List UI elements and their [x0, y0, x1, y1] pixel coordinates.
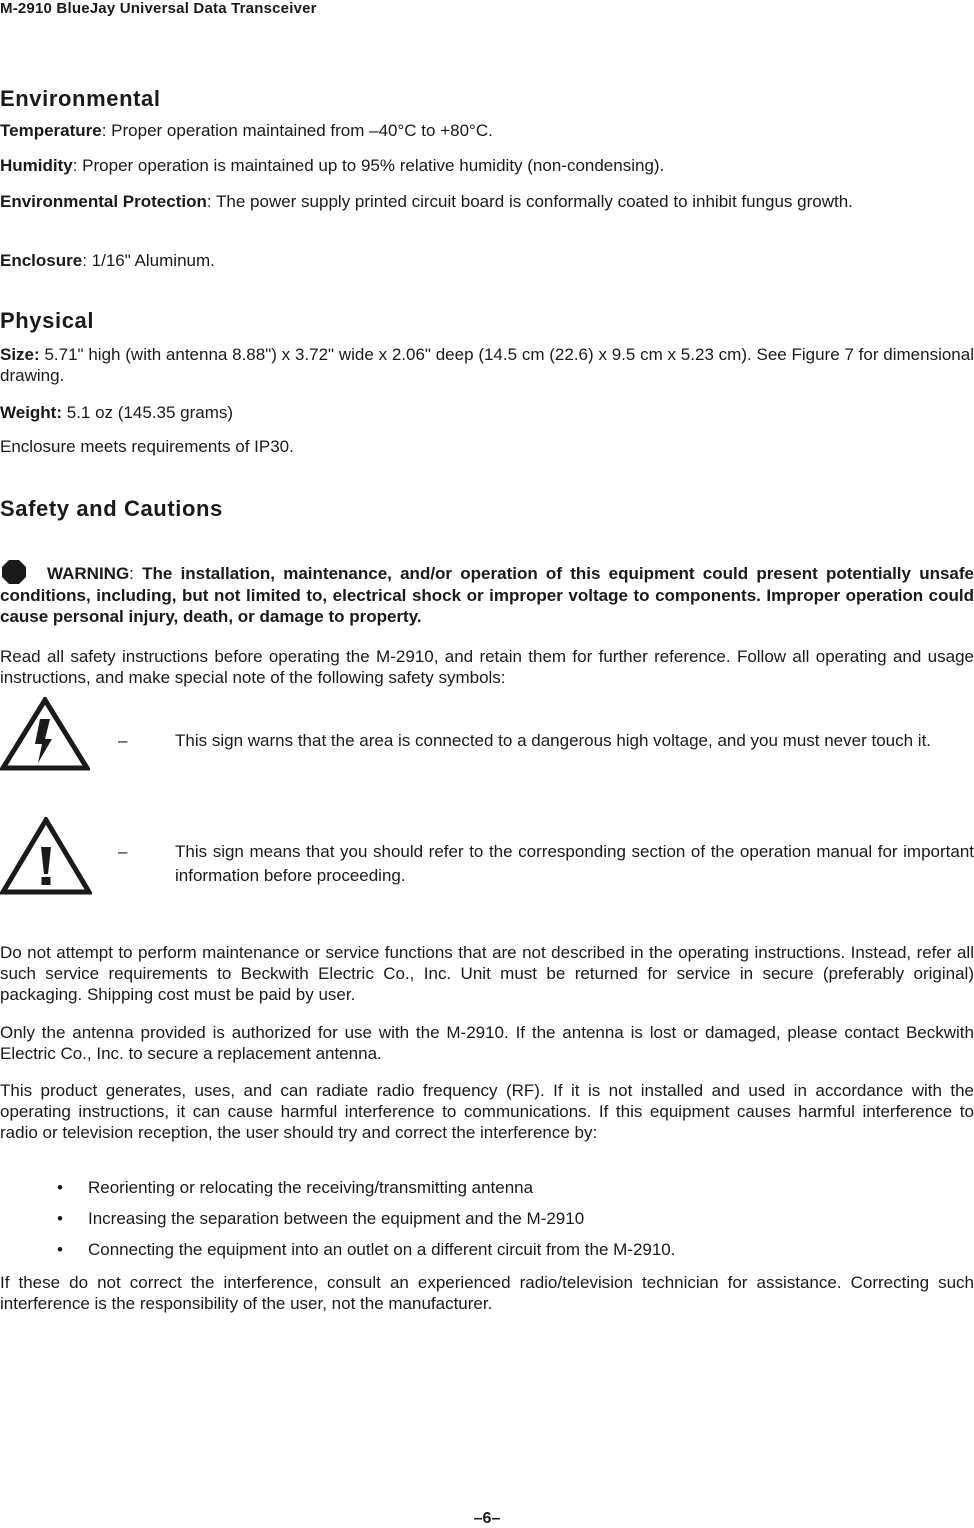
list-item-text: Connecting the equipment into an outlet on a different circuit from the M-2910. — [88, 1240, 676, 1259]
weight-label: Weight: — [0, 403, 63, 422]
ip-rating-text: Enclosure meets requirements of IP30. — [0, 437, 294, 456]
list-item — [0, 1208, 675, 1239]
warning-paragraph — [0, 563, 974, 628]
list-item-text: Increasing the separation between the equipment and the M-2910 — [88, 1209, 585, 1228]
enclosure-label: Enclosure — [0, 251, 83, 270]
read-instructions-text: Read all safety instructions before operating the M-2910, and retain them for further reference. Follow all operating and usage instructions, and make special note of the following safety symbols: — [0, 647, 974, 687]
humidity-label: Humidity — [0, 156, 73, 175]
bullet-glyph: • — [57, 1209, 63, 1228]
temperature-label: Temperature — [0, 121, 102, 140]
protection-label: Environmental Protection — [0, 192, 207, 211]
size-spec — [0, 344, 974, 386]
bullet-glyph: • — [57, 1240, 63, 1259]
high-voltage-warning-icon — [0, 697, 90, 771]
physical-heading: Physical — [0, 308, 95, 333]
temperature-spec — [0, 120, 974, 141]
temperature-value: : Proper operation maintained from –40°C to +80°C. — [101, 121, 493, 140]
service-paragraph: Do not attempt to perform maintenance or service functions that are not described in the operating instructions. Instead, refer all such service requirements to Beckwith Electric Co., Inc. Unit must be returned for service in secure (preferably original) packaging. Shipping cost must be paid by user. — [0, 943, 974, 1004]
caution-exclamation-icon — [0, 817, 92, 895]
list-item — [0, 1239, 675, 1270]
symbol-dash: – — [118, 842, 128, 861]
weight-value: 5.1 oz (145.35 grams) — [62, 403, 234, 422]
antenna-paragraph: Only the antenna provided is authorized for use with the M-2910. If the antenna is lost or damaged, please contact Beckwith Electric Co., Inc. to secure a replacement antenna. — [0, 1023, 974, 1063]
high-voltage-description: This sign warns that the area is connected to a dangerous high voltage, and you must never touch it. — [175, 731, 932, 750]
list-item — [0, 1177, 675, 1208]
size-value: 5.71" high (with antenna 8.88") x 3.72" wide x 2.06" deep (14.5 cm (22.6) x 9.5 cm x 5.23 cm). See Figure 7 for dimensional drawing. — [0, 345, 974, 385]
enclosure-value: : 1/16" Aluminum. — [82, 251, 215, 270]
warning-label: WARNING — [47, 564, 130, 583]
page-number: –6– — [473, 1510, 501, 1527]
size-label: Size: — [0, 345, 40, 364]
running-header: M-2910 BlueJay Universal Data Transceiver — [0, 0, 317, 17]
humidity-value: : Proper operation is maintained up to 95% relative humidity (non-condensing). — [72, 156, 665, 175]
humidity-spec — [0, 155, 974, 176]
enclosure-spec — [0, 250, 974, 271]
protection-spec — [0, 191, 974, 212]
rf-interference-paragraph: This product generates, uses, and can radiate radio frequency (RF). If it is not installed and used in accordance with the operating instructions, it can cause harmful interference to communications. If this equipment causes harmful interference to radio or television reception, the user should try and correct the interference by: — [0, 1081, 974, 1142]
caution-description: This sign means that you should refer to the corresponding section of the operation manual for important information before proceeding. — [175, 842, 974, 885]
list-item-text: Reorienting or relocating the receiving/transmitting antenna — [88, 1178, 534, 1197]
protection-value: : The power supply printed circuit board is conformally coated to inhibit fungus growth. — [206, 192, 853, 211]
bullet-glyph: • — [57, 1178, 63, 1197]
closing-paragraph: If these do not correct the interference, consult an experienced radio/television technician for assistance. Correcting such interference is the responsibility of the user, not the manufacturer. — [0, 1273, 974, 1313]
safety-heading: Safety and Cautions — [0, 496, 223, 521]
weight-spec — [0, 402, 974, 423]
warning-text: The installation, maintenance, and/or operation of this equipment could present potentially unsafe conditions, including, but not limited to, electrical shock or improper voltage to components. Improper operation could cause personal injury, death, or damage to property. — [0, 564, 974, 626]
environmental-heading: Environmental — [0, 86, 161, 111]
symbol-dash: – — [118, 731, 128, 750]
interference-remedies-list — [0, 1177, 675, 1270]
warning-colon: : — [129, 564, 143, 583]
